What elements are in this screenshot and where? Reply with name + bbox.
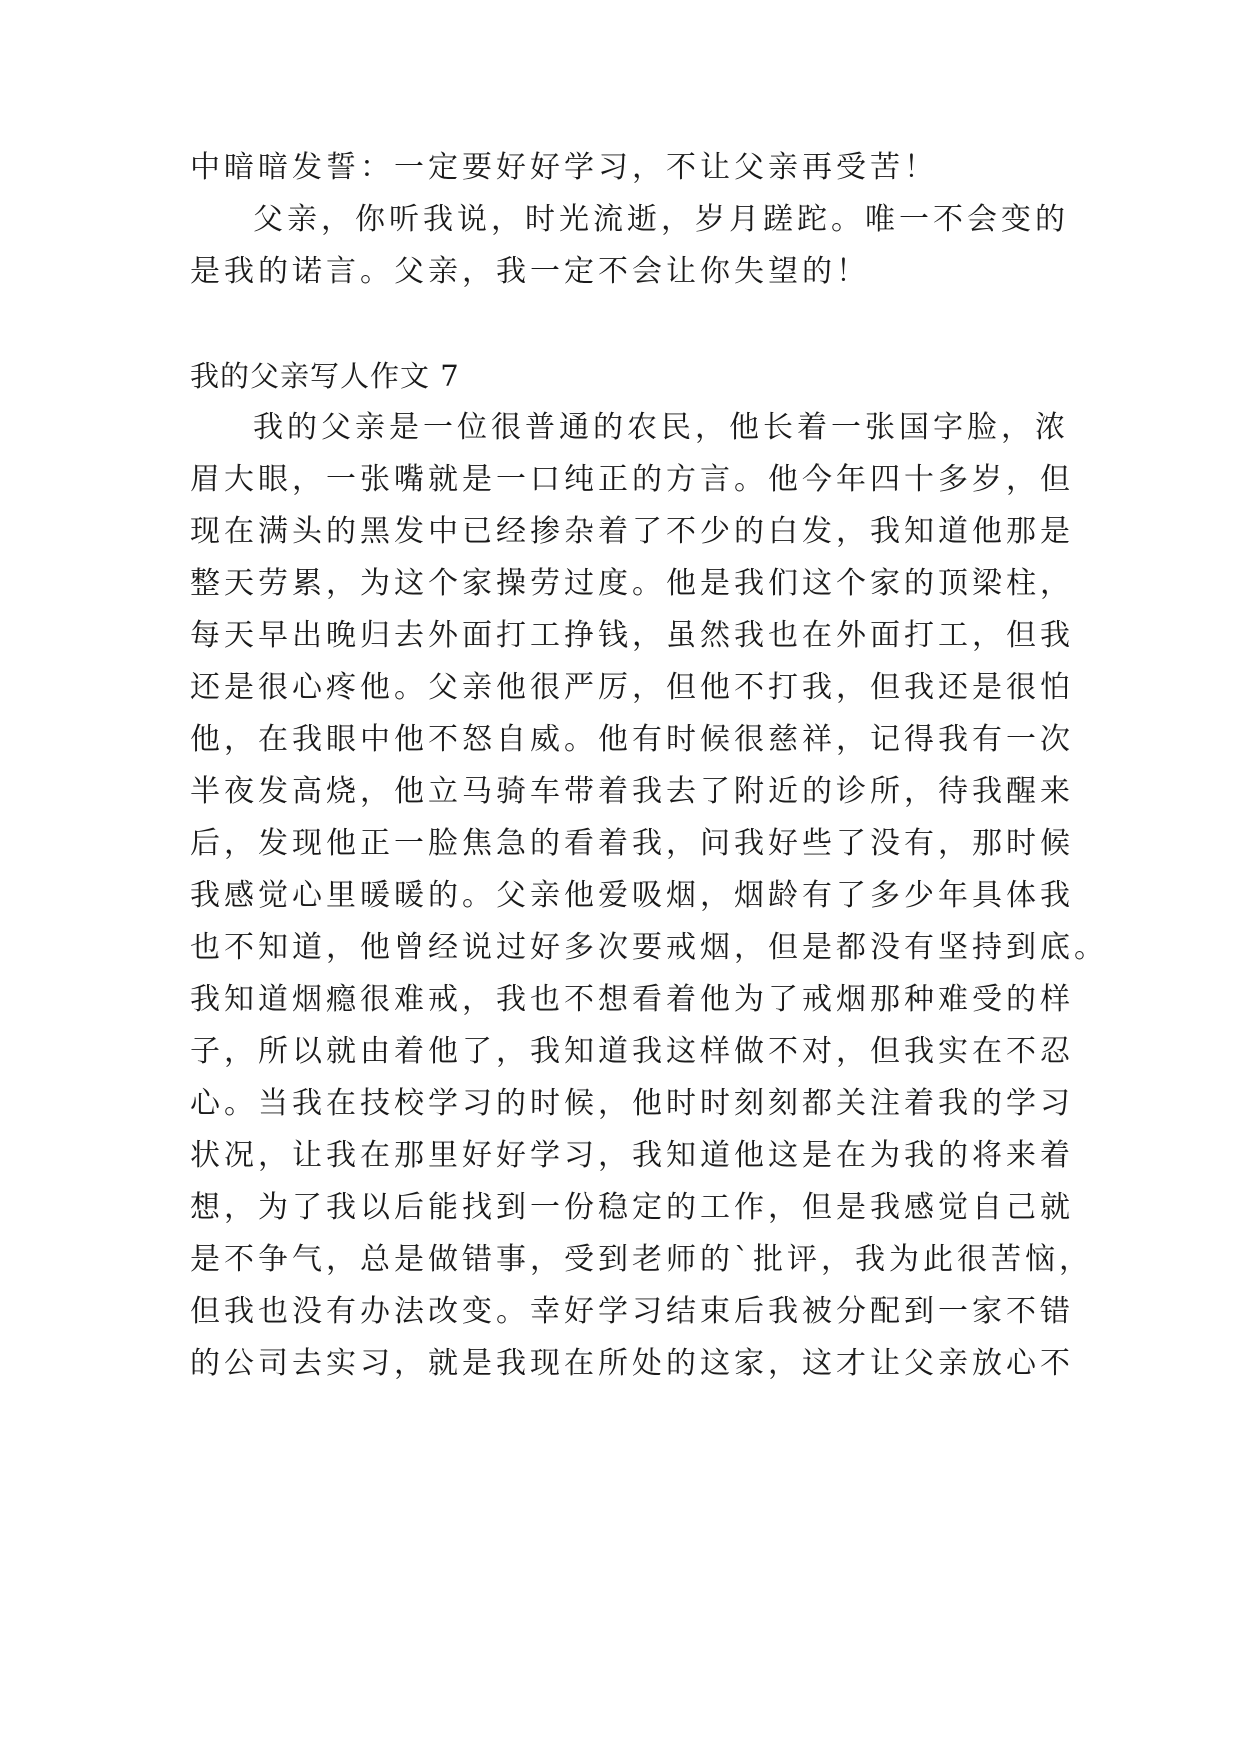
paragraph-line: 后，发现他正一脸焦急的看着我，问我好些了没有，那时候 [190, 826, 1074, 861]
paragraph-line: 我感觉心里暖暖的。父亲他爱吸烟，烟龄有了多少年具体我 [190, 878, 1074, 913]
paragraph-line: 整天劳累，为这个家操劳过度。他是我们这个家的顶梁柱， [190, 566, 1074, 601]
paragraph-line: 还是很心疼他。父亲他很严厉，但他不打我，但我还是很怕 [190, 670, 1074, 705]
paragraph-line: 心。当我在技校学习的时候，他时时刻刻都关注着我的学习 [190, 1086, 1074, 1121]
paragraph-line: 半夜发高烧，他立马骑车带着我去了附近的诊所，待我醒来 [190, 774, 1074, 809]
paragraph-line: 想，为了我以后能找到一份稳定的工作，但是我感觉自己就 [190, 1190, 1074, 1225]
paragraph-line: 子，所以就由着他了，我知道我这样做不对，但我实在不忍 [190, 1034, 1074, 1069]
paragraph-line: 他，在我眼中他不怒自威。他有时候很慈祥，记得我有一次 [190, 722, 1074, 757]
paragraph-line: 是我的诺言。父亲，我一定不会让你失望的！ [190, 254, 870, 289]
section-title: 我的父亲写人作文 7 [190, 359, 460, 393]
paragraph-line: 父亲，你听我说，时光流逝，岁月蹉跎。唯一不会变的 [253, 202, 1069, 237]
paragraph-line: 我知道烟瘾很难戒，我也不想看着他为了戒烟那种难受的样 [190, 982, 1074, 1017]
paragraph-line: 是不争气，总是做错事，受到老师的`批评，我为此很苦恼， [190, 1242, 1093, 1277]
paragraph-line: 眉大眼，一张嘴就是一口纯正的方言。他今年四十多岁，但 [190, 462, 1074, 497]
paragraph-line: 我的父亲是一位很普通的农民，他长着一张国字脸，浓 [253, 410, 1069, 445]
paragraph-line: 状况，让我在那里好好学习，我知道他这是在为我的将来着 [190, 1138, 1074, 1173]
paragraph-line: 也不知道，他曾经说过好多次要戒烟，但是都没有坚持到底。 [190, 930, 1108, 965]
paragraph-line: 中暗暗发誓：一定要好好学习，不让父亲再受苦！ [190, 150, 938, 185]
paragraph-line: 但我也没有办法改变。幸好学习结束后我被分配到一家不错 [190, 1294, 1074, 1329]
paragraph-line: 的公司去实习，就是我现在所处的这家，这才让父亲放心不 [190, 1346, 1074, 1381]
paragraph-line: 每天早出晚归去外面打工挣钱，虽然我也在外面打工，但我 [190, 618, 1074, 653]
paragraph-line: 现在满头的黑发中已经掺杂着了不少的白发，我知道他那是 [190, 514, 1074, 549]
